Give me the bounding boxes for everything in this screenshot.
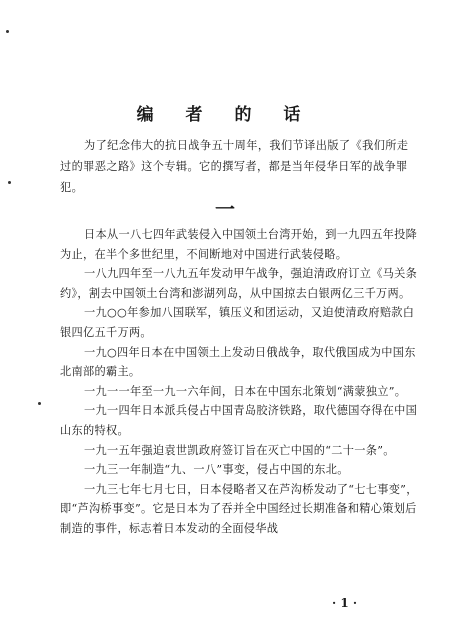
scan-speck xyxy=(8,181,11,184)
section-heading: 一 xyxy=(215,197,235,221)
scan-speck xyxy=(6,30,9,33)
page-number: · 1 · xyxy=(332,596,358,610)
body-paragraph: 一九○○年参加八国联军，镇压义和团运动，又迫使清政府赔款白银四亿五千万两。 xyxy=(60,306,415,339)
body-paragraph: 日本从一八七四年武装侵入中国领土台湾开始，到一九四五年投降为止，在半个多世纪里，不间断地对中国进行武装侵略。 xyxy=(60,228,418,261)
body-text xyxy=(60,225,420,539)
body-paragraph: 一九○四年日本在中国领土上发动日俄战争，取代俄国成为中国东北南部的霸主。 xyxy=(60,345,416,379)
intro-paragraph: 为了纪念伟大的抗日战争五十周年，我们节译出版了《我们所走过的罪恶之路》这个专辑。它的撰写者，都是当年侵华日军的战争罪犯。 xyxy=(60,139,409,194)
page-title: 编 者 的 话 xyxy=(136,105,314,125)
body-paragraph: 一九一一年至一九一六年间，日本在中国东北策划“满蒙独立”。 xyxy=(84,384,407,398)
body-paragraph: 一八九四年至一八九五年发动甲午战争，强迫清政府订立《马关条约》，割去中国领土台湾和澎湖列岛，从中国掠去白银两亿三千万两。 xyxy=(60,267,418,300)
body-paragraph: 一九三一年制造“九、一八”事变，侵占中国的东北。 xyxy=(84,463,349,477)
body-paragraph: 一九一四年日本派兵侵占中国青岛胶济铁路，取代德国夺得在中国山东的特权。 xyxy=(60,404,418,437)
scan-speck xyxy=(38,402,41,405)
body-paragraph: 一九三七年七月七日，日本侵略者又在芦沟桥发动了“七七事变”，即“芦沟桥事变”。它是日本为了吞并全中国经过长期准备和精心策划后制造的事件，标志着日本发动的全面侵华战 xyxy=(60,482,418,535)
body-paragraph: 一九一五年强迫袁世凯政府签订旨在灭亡中国的“二十一条”。 xyxy=(84,443,395,457)
